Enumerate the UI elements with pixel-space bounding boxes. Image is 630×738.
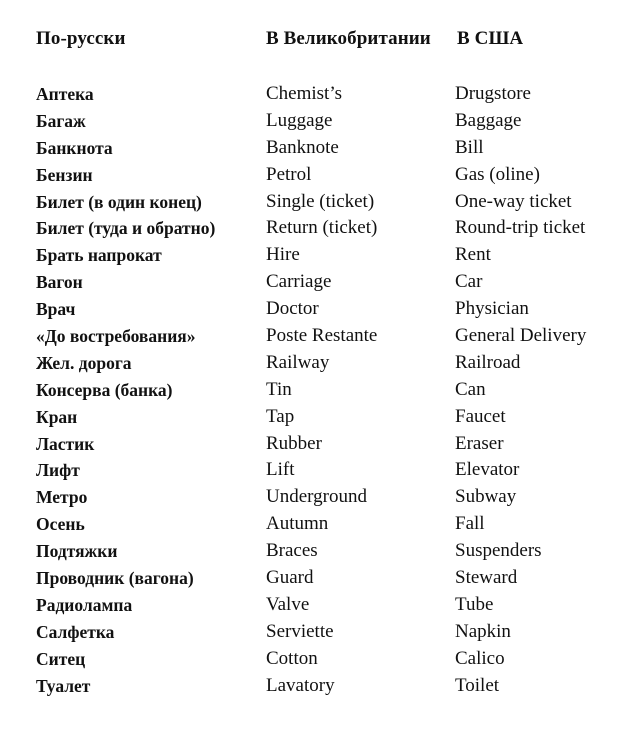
british-word: Return (ticket) bbox=[266, 217, 378, 239]
russian-word: Консерва (банка) bbox=[36, 379, 173, 400]
russian-word: Ластик bbox=[36, 433, 95, 454]
table-row bbox=[0, 432, 630, 459]
russian-word: Вагон bbox=[36, 272, 83, 293]
british-word: Banknote bbox=[266, 136, 339, 158]
british-word: Autumn bbox=[266, 513, 329, 535]
table-row bbox=[0, 297, 630, 324]
table-row bbox=[0, 539, 630, 566]
vocabulary-table bbox=[0, 82, 630, 700]
russian-word: Лифт bbox=[36, 460, 80, 481]
russian-word: «До востребования» bbox=[36, 326, 196, 347]
american-word: Fall bbox=[455, 513, 485, 535]
table-row bbox=[0, 109, 630, 136]
american-word: Baggage bbox=[455, 109, 522, 131]
british-word: Doctor bbox=[266, 298, 319, 320]
british-word: Carriage bbox=[266, 271, 332, 293]
american-word: Subway bbox=[455, 486, 517, 508]
table-header bbox=[0, 28, 630, 52]
table-row bbox=[0, 270, 630, 297]
table-row bbox=[0, 351, 630, 378]
american-word: Can bbox=[455, 378, 486, 400]
american-word: Suspenders bbox=[455, 540, 542, 562]
british-word: Tin bbox=[266, 378, 292, 400]
british-word: Chemist’s bbox=[266, 83, 343, 104]
british-word: Railway bbox=[266, 351, 330, 373]
british-word: Single (ticket) bbox=[266, 190, 375, 212]
table-row bbox=[0, 163, 630, 190]
american-word: Car bbox=[455, 271, 483, 293]
russian-word: Бензин bbox=[36, 164, 93, 185]
table-row bbox=[0, 190, 630, 217]
russian-word: Осень bbox=[36, 514, 85, 535]
russian-word: Салфетка bbox=[36, 621, 115, 642]
table-row bbox=[0, 566, 630, 593]
american-word: Round-trip ticket bbox=[455, 217, 586, 239]
british-word: Luggage bbox=[266, 109, 333, 131]
british-word: Braces bbox=[266, 540, 318, 562]
russian-word: Кран bbox=[36, 406, 78, 427]
british-word: Lift bbox=[266, 459, 295, 481]
russian-word: Метро bbox=[36, 487, 88, 508]
table-row bbox=[0, 216, 630, 243]
russian-word: Билет (в один конец) bbox=[36, 191, 202, 212]
american-word: One-way ticket bbox=[455, 190, 572, 212]
british-word: Rubber bbox=[266, 432, 322, 454]
american-word: Tube bbox=[455, 593, 494, 615]
american-word: Elevator bbox=[455, 459, 520, 481]
american-word: Gas (oline) bbox=[455, 163, 540, 185]
russian-word: Аптека bbox=[36, 84, 94, 104]
american-word: Napkin bbox=[455, 620, 511, 642]
table-row bbox=[0, 136, 630, 163]
table-row bbox=[0, 405, 630, 432]
british-word: Lavatory bbox=[266, 674, 335, 696]
table-row bbox=[0, 324, 630, 351]
british-word: Valve bbox=[266, 593, 310, 615]
russian-word: Радиолампа bbox=[36, 594, 133, 615]
table-row bbox=[0, 620, 630, 647]
russian-word: Брать напрокат bbox=[36, 245, 162, 266]
american-word: Bill bbox=[455, 136, 484, 158]
header-britain: В Великобритании bbox=[266, 28, 431, 49]
british-word: Poste Restante bbox=[266, 325, 378, 347]
russian-word: Жел. дорога bbox=[36, 352, 132, 373]
american-word: Drugstore bbox=[455, 83, 531, 104]
american-word: General Delivery bbox=[455, 325, 587, 347]
header-usa: В США bbox=[457, 28, 524, 49]
russian-word: Ситец bbox=[36, 648, 86, 669]
british-word: Petrol bbox=[266, 163, 312, 185]
american-word: Physician bbox=[455, 298, 529, 320]
british-word: Serviette bbox=[266, 620, 334, 642]
table-row bbox=[0, 485, 630, 512]
russian-word: Проводник (вагона) bbox=[36, 568, 194, 589]
american-word: Steward bbox=[455, 567, 518, 589]
table-row bbox=[0, 593, 630, 620]
american-word: Eraser bbox=[455, 432, 504, 454]
british-word: Tap bbox=[266, 405, 295, 427]
american-word: Calico bbox=[455, 647, 505, 669]
table-row bbox=[0, 243, 630, 270]
table-row bbox=[0, 512, 630, 539]
table-row bbox=[0, 674, 630, 701]
table-row bbox=[0, 378, 630, 405]
russian-word: Билет (туда и обратно) bbox=[36, 218, 216, 239]
british-word: Guard bbox=[266, 567, 314, 589]
russian-word: Багаж bbox=[36, 110, 86, 131]
american-word: Rent bbox=[455, 244, 491, 266]
table-row bbox=[0, 82, 630, 109]
british-word: Cotton bbox=[266, 647, 318, 669]
british-word: Hire bbox=[266, 244, 300, 266]
table-row bbox=[0, 647, 630, 674]
header-russian: По-русски bbox=[36, 28, 126, 49]
american-word: Toilet bbox=[455, 674, 500, 696]
russian-word: Банкнота bbox=[36, 137, 113, 158]
american-word: Railroad bbox=[455, 351, 521, 373]
russian-word: Врач bbox=[36, 299, 76, 320]
british-word: Underground bbox=[266, 486, 367, 508]
american-word: Faucet bbox=[455, 405, 506, 427]
russian-word: Туалет bbox=[36, 675, 91, 696]
russian-word: Подтяжки bbox=[36, 541, 118, 562]
table-row bbox=[0, 458, 630, 485]
